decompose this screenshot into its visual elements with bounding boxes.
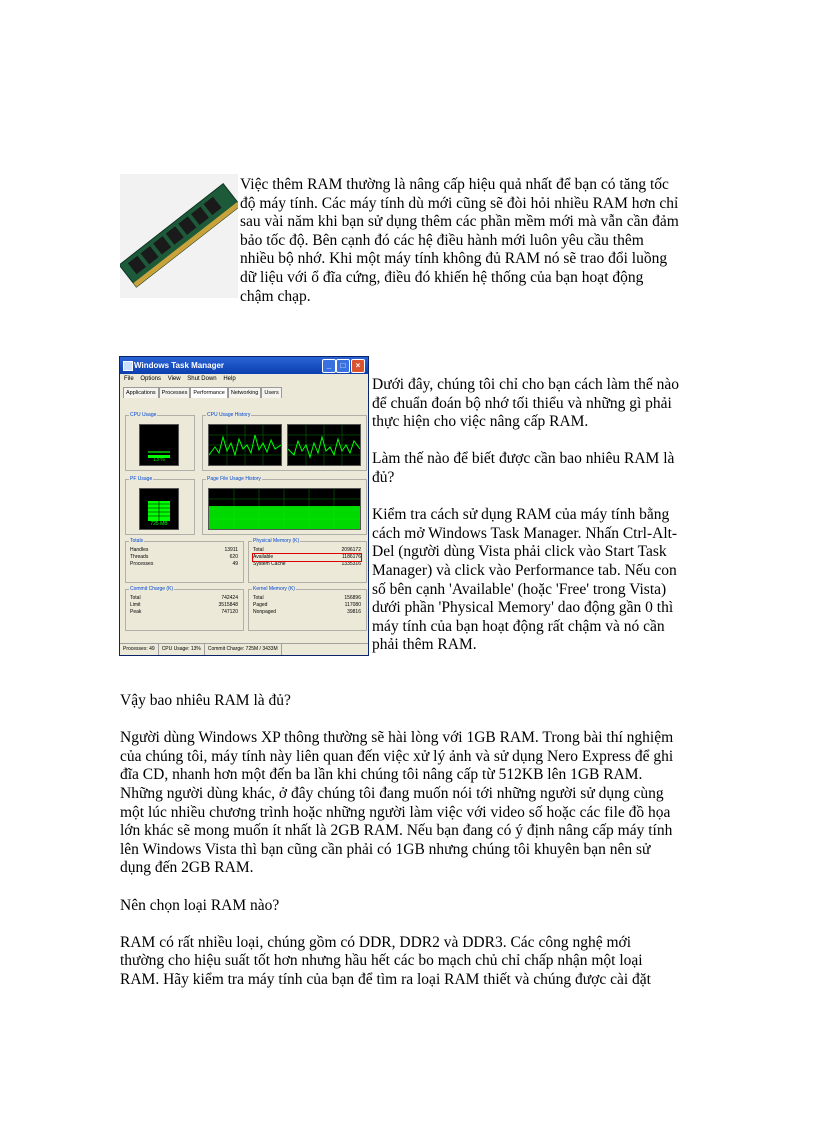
tab-networking: Networking xyxy=(228,387,262,398)
row-label: Limit xyxy=(130,602,141,608)
status-bar xyxy=(120,643,368,655)
table-row xyxy=(253,595,361,602)
physical-memory-table xyxy=(253,547,361,568)
cpu-usage-value: 13 % xyxy=(153,457,165,463)
text-line: RAM. Hãy kiểm tra máy tính của bạn để tìm ra loại RAM thiết và chúng được cài đặt xyxy=(120,970,651,988)
table-row xyxy=(130,595,238,602)
row-label: Total xyxy=(253,547,264,553)
row-label: Paged xyxy=(253,602,268,608)
pf-usage-value: 725 MB xyxy=(150,521,168,527)
row-value: 156896 xyxy=(344,595,361,601)
tab-performance: Performance xyxy=(190,387,228,398)
text-line: lên Windows Vista thì bạn cũng cần phải có 1GB nhưng chúng tôi khuyên bạn nên sử xyxy=(120,840,651,858)
menu-file: File xyxy=(124,376,134,382)
table-row xyxy=(253,547,361,554)
cpu-usage-group xyxy=(125,412,195,471)
kernel-memory-label: Kernel Memory (K) xyxy=(253,586,295,592)
pf-history-label: Page File Usage History xyxy=(207,476,261,482)
menu-shut-down: Shut Down xyxy=(187,376,217,382)
text-line: cách mở Windows Task Manager. Nhấn Ctrl-Alt- xyxy=(372,524,678,542)
commit-charge-table xyxy=(130,595,238,616)
text-line: độ máy tính. Các máy tính dù mới cũng sẽ đòi hỏi nhiều RAM hơn chỉ xyxy=(240,194,679,212)
task-manager-text xyxy=(372,376,679,655)
pf-usage-label: PF Usage xyxy=(130,476,153,482)
text-line: của chúng tôi, máy tính này liên quan đến việc xử lý ảnh và sử dụng Nero Express để ghi xyxy=(120,747,674,765)
physical-memory-group xyxy=(248,538,367,583)
table-row xyxy=(253,602,361,609)
text-line: Manager) và click vào Performance tab. Nếu con xyxy=(372,561,677,579)
status-processes: Processes: 49 xyxy=(120,644,159,655)
intro-paragraph xyxy=(240,176,679,306)
ram-stick-image xyxy=(120,174,238,298)
body-text xyxy=(120,692,673,990)
kernel-memory-table xyxy=(253,595,361,616)
commit-charge-label: Commit Charge (K) xyxy=(130,586,174,592)
table-row xyxy=(130,609,238,616)
minimize-icon: _ xyxy=(322,359,336,373)
cpu-history-graph-1 xyxy=(208,424,282,466)
text-line: Dưới đây, chúng tôi chỉ cho bạn cách làm thế nào xyxy=(372,376,679,393)
pf-usage-group xyxy=(125,476,195,535)
row-value: 13911 xyxy=(224,547,238,553)
menu-bar xyxy=(120,374,368,385)
text-line: Việc thêm RAM thường là nâng cấp hiệu quả nhất để bạn có tăng tốc xyxy=(240,176,669,193)
totals-label: Totals xyxy=(130,538,144,544)
text-line: phải thêm RAM. xyxy=(372,636,477,654)
row-value: 1186176 xyxy=(341,554,361,560)
cpu-usage-label: CPU Usage xyxy=(130,412,157,418)
row-label: Handles xyxy=(130,547,149,553)
text-line: Del (người dùng Vista phải click vào Start Task xyxy=(372,543,667,561)
row-value: 117080 xyxy=(344,602,361,608)
table-row xyxy=(130,547,238,554)
close-icon: × xyxy=(351,359,365,373)
table-row xyxy=(130,561,238,568)
row-label: Available xyxy=(253,554,274,560)
window-title: Windows Task Manager xyxy=(134,361,225,370)
task-manager-screenshot xyxy=(119,356,369,656)
menu-options: Options xyxy=(140,376,162,382)
text-line: để chuẩn đoán bộ nhớ tối thiểu và những gì phải xyxy=(372,394,672,412)
tab-processes: Processes xyxy=(159,387,191,398)
physical-memory-label: Physical Memory (K) xyxy=(253,538,300,544)
table-row xyxy=(130,602,238,609)
text-line: chậm chạp. xyxy=(240,287,311,305)
question-heading: Nên chọn loại RAM nào? xyxy=(120,896,280,914)
text-line: máy tính của bạn hoạt động rất chậm và nó cần xyxy=(372,617,665,635)
pf-history-graph xyxy=(208,488,361,530)
row-value: 1335316 xyxy=(341,561,361,567)
text-line: nhiều bộ nhớ. Khi một máy tính không đủ RAM nó sẽ trao đổi luồng xyxy=(240,250,668,268)
table-row xyxy=(253,561,361,568)
commit-charge-group xyxy=(125,586,244,631)
cpu-history-label: CPU Usage History xyxy=(207,412,251,418)
tab-strip xyxy=(120,385,368,397)
row-value: 747120 xyxy=(221,609,238,615)
row-value: 49 xyxy=(232,561,238,567)
available-row-highlighted xyxy=(253,554,361,561)
row-label: Nonpaged xyxy=(253,609,277,615)
status-cpu: CPU Usage: 13% xyxy=(159,644,205,655)
text-line: bảo tốc độ. Bên cạnh đó các hệ điều hành mới luôn yêu cầu thêm xyxy=(240,231,644,249)
text-line: Người dùng Windows XP thông thường sẽ hài lòng với 1GB RAM. Trong bài thí nghiệm xyxy=(120,729,674,747)
row-value: 620 xyxy=(229,554,238,560)
row-label: Threads xyxy=(130,554,149,560)
app-icon xyxy=(123,361,133,371)
text-line: đĩa CD, nhanh hơn một đến ba lần khi chúng tôi nâng cấp từ 512KB lên 1GB RAM. xyxy=(120,766,643,784)
tab-users: Users xyxy=(261,387,281,398)
tab-applications: Applications xyxy=(123,387,159,398)
menu-help: Help xyxy=(223,376,236,382)
text-line: thực hiện cho việc nâng cấp RAM. xyxy=(372,413,589,431)
table-row xyxy=(130,554,238,561)
pf-history-group xyxy=(202,476,367,535)
maximize-icon: □ xyxy=(336,359,350,373)
row-value: 2096172 xyxy=(341,547,361,553)
text-line: thường cho hiệu suất tốt hơn nhưng hầu hết các bo mạch chủ chỉ chấp nhận một loại xyxy=(120,952,643,970)
text-line: Làm thế nào để biết được cần bao nhiêu RAM là xyxy=(372,450,675,468)
totals-group xyxy=(125,538,244,583)
text-line: dụng đến 2GB RAM. xyxy=(120,859,254,877)
row-value: 3515848 xyxy=(218,602,238,608)
text-line: RAM có rất nhiều loại, chúng gồm có DDR, DDR2 và DDR3. Các công nghệ mới xyxy=(120,933,632,951)
text-line: đủ? xyxy=(372,468,395,486)
text-line: Những người dùng khác, ở đây chúng tôi đang muốn nói tới những người sử dụng cùng xyxy=(120,784,664,802)
text-line: dưới phần 'Physical Memory' dao động gần 0 thì xyxy=(372,599,674,617)
menu-view: View xyxy=(167,376,181,382)
text-line: số bên cạnh 'Available' (hoặc 'Free' trong Vista) xyxy=(372,580,667,598)
table-row xyxy=(253,609,361,616)
row-label: Processes xyxy=(130,561,154,567)
totals-table xyxy=(130,547,238,568)
row-label: Total xyxy=(253,595,264,601)
kernel-memory-group xyxy=(248,586,367,631)
text-line: dữ liệu với ổ đĩa cứng, điều đó khiến hệ thống của bạn hoạt động xyxy=(240,268,644,286)
text-line: một lúc nhiều chương trình hoặc những người làm việc với video số hoặc các file đồ họa xyxy=(120,803,671,821)
row-label: Total xyxy=(130,595,141,601)
window-titlebar xyxy=(120,357,368,374)
text-line: sau vài năm khi bạn sử dụng thêm các phần mềm mới mà vẫn cần đảm xyxy=(240,213,679,231)
row-value: 742424 xyxy=(221,595,238,601)
row-value: 39816 xyxy=(347,609,361,615)
text-line: Kiểm tra cách sử dụng RAM của máy tính bằng xyxy=(372,506,670,524)
cpu-history-graph-2 xyxy=(287,424,361,466)
text-line: lớn khác sẽ mong muốn ít nhất là 2GB RAM. Nếu bạn đang có ý định nâng cấp máy tính xyxy=(120,822,673,840)
cpu-meter xyxy=(139,424,179,466)
row-label: System Cache xyxy=(253,561,286,567)
status-commit: Commit Charge: 725M / 3433M xyxy=(205,644,282,655)
pf-meter xyxy=(139,488,179,530)
question-heading: Vậy bao nhiêu RAM là đủ? xyxy=(120,692,291,709)
cpu-history-group xyxy=(202,412,367,471)
row-label: Peak xyxy=(130,609,142,615)
